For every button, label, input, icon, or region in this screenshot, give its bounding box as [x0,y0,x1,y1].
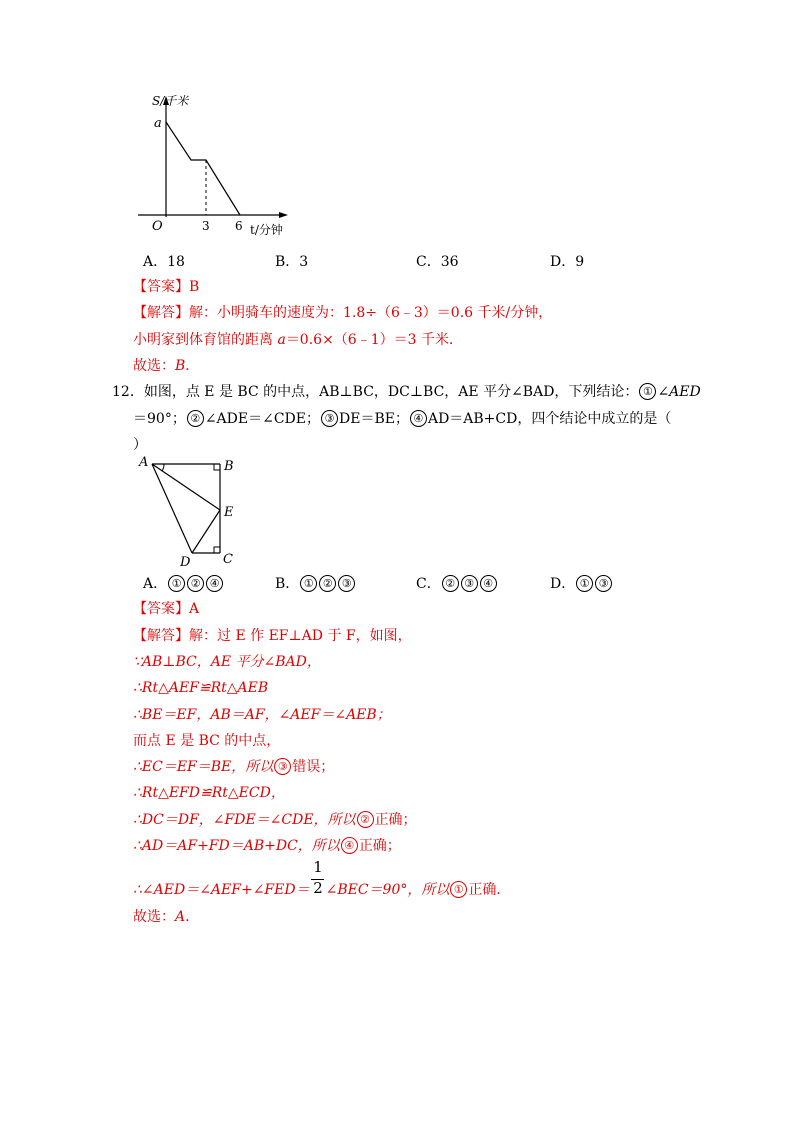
distance-time-graph [138,92,298,242]
point-e-label: E [224,505,234,520]
q12-solution-line9: ∴AD＝AF+FD＝AB+DC，所以 ④ 正确； [133,838,401,854]
right-angle-b [214,464,220,470]
q11-analysis-line2: 小明家到体育馆的距离 a＝0.6×（6﹣1）＝3 千米． [133,332,463,348]
origin-label: O [152,219,163,234]
graph-line [166,122,240,215]
q12-answer: 【答案】A [133,601,200,617]
angle-arc [162,464,164,471]
q12-stem-line2: ＝90°； ② ∠ADE＝∠CDE； ③ DE＝BE； ④ AD＝AB+CD，四个结论中成立的是（ [133,411,672,427]
q11-option-b: B．3 [275,254,309,270]
q12-solution-line6: ∴EC＝EF＝BE，所以 ③ 错误； [133,759,335,775]
q12-solution-line10: ∴∠AED＝∠AEF+∠FED＝ ∠BEC＝90°，所以 ① 正确． [133,882,511,898]
q11-analysis-line3: 故选：B． [133,358,200,374]
point-c-label: C [223,552,233,567]
q11-option-a: A．18 [143,254,185,270]
x-axis-label: t/分钟 [250,223,283,237]
q12-solution-line7: ∴Rt△EFD≌Rt△ECD， [133,785,285,801]
q11-option-c: C．36 [416,254,459,270]
q12-stem-line3: ） [133,437,147,453]
q12-stem-line1: 12．如图，点 E 是 BC 的中点，AB⊥BC，DC⊥BC，AE 平分∠BAD，下列结论： ① ∠AED [112,384,701,400]
q12-solution-line2: ∵AB⊥BC，AE 平分∠BAD， [133,654,321,670]
q12-option-a: A． ① ② ④ [143,573,224,593]
q11-analysis-line1: 【解答】解：小明骑车的速度为：1.8÷（6﹣3）＝0.6 千米/分钟， [133,305,553,321]
tick-6-label: 6 [235,219,243,233]
q11-option-d: D．9 [550,254,585,270]
analysis-tag: 【解答】 [133,305,189,321]
q12-option-c: C． ② ③ ④ [416,573,498,593]
a-label: a [154,116,162,131]
q12-option-d: D． ① ③ [550,573,613,593]
q11-answer: 【答案】B [133,279,200,295]
q12-solution-line11: 故选：A． [133,909,200,925]
tick-3-label: 3 [202,219,210,233]
q12-solution-line1: 【解答】解：过 E 作 EF⊥AD 于 F，如图， [133,628,412,644]
q12-option-b: B． ① ② ③ [275,573,356,593]
fraction-denominator: 2 [313,879,323,897]
right-angle-c [214,547,220,553]
point-b-label: B [224,459,234,474]
geometry-figure [136,452,246,570]
q12-solution-line8: ∴DC＝DF，∠FDE＝∠CDE，所以 ② 正确； [133,812,417,828]
q12-solution-line5: 而点 E 是 BC 的中点， [133,733,281,749]
point-a-label: A [139,455,149,470]
q12-solution-line4: ∴BE＝EF，AB＝AF，∠AEF＝∠AEB； [133,707,391,723]
x-axis-arrow [279,212,288,218]
y-axis-label: S/千米 [152,94,189,108]
point-d-label: D [180,555,191,570]
analysis-tag: 【解答】 [133,628,189,644]
fraction-numerator: 1 [313,858,323,876]
q12-solution-line3: ∴Rt△AEF≌Rt△AEB [133,680,269,696]
